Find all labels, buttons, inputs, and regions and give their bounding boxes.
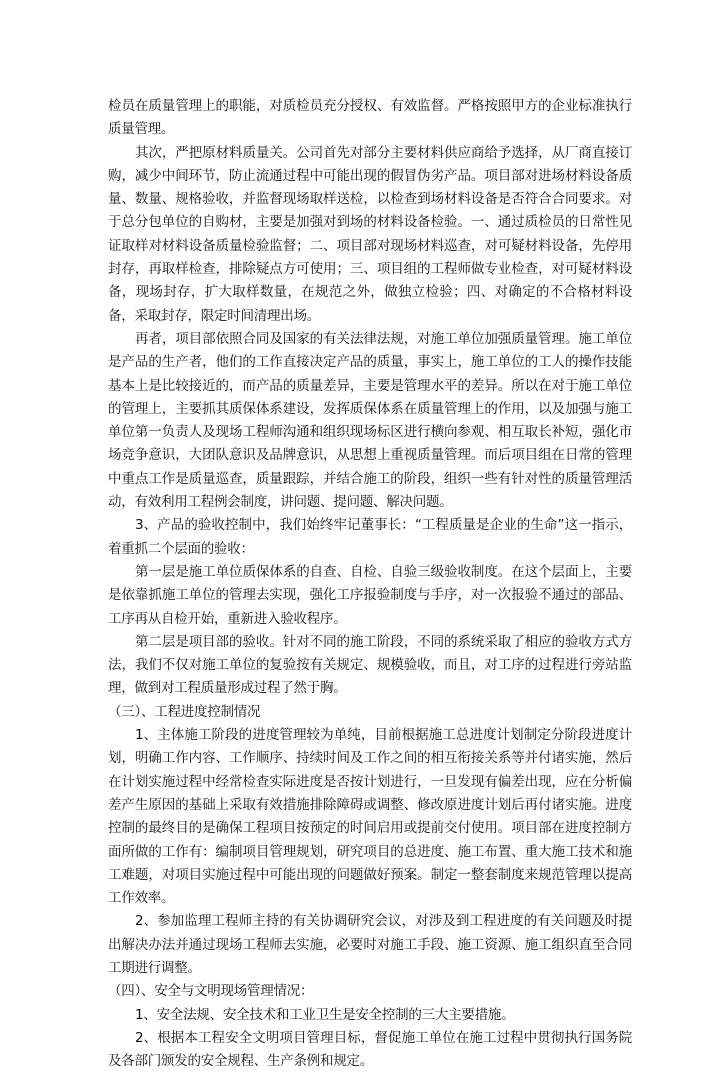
- paragraph-first-level-acceptance: 第一层是施工单位质保体系的自查、自检、自验三级验收制度。在这个层面上，主要是依靠抓施工单位的管理去实现，强化工序报验制度与手序，对一次报验不通过的部品、工序再从自检开始，重新进入验收程序。: [108, 563, 632, 627]
- paragraph-second-level-acceptance: 第二层是项目部的验收。针对不同的施工阶段，不同的系统采取了相应的验收方式方法，我们不仅对施工单位的复验按有关规定、规模验收，而且，对工序的过程进行旁站监理，做到对工程质量形成过程了然于胸。: [108, 633, 632, 697]
- paragraph-contractor-quality: 再者，项目部依照合同及国家的有关法律法规，对施工单位加强质量管理。施工单位是产品的生产者，他们的工作直接决定产品的质量，事实上，施工单位的工人的操作技能基本上是比较接近的，而产品的质量差异，主要是管理水平的差异。所以在对于施工单位的管理上，主要抓其质保体系建设，发挥质保体系在质量管理上的作用，以及加强与施工单位第一负责人及现场工程师沟通和组织现场标区进行横向参观、相互取长补短，强化市场竞争意识，大团队意识及品牌意识，从思想上重视质量管理。而后项目组在日常的管理中重点工作是质量巡查，质量跟踪，并结合施工的阶段，组织一些有针对性的质量管理活动，有效利用工程例会制度，讲问题、提问题、解决问题。: [108, 330, 632, 511]
- paragraph-coordination-meetings: 2、参加监理工程师主持的有关协调研究会议，对涉及到工程进度的有关问题及时提出解决办法并通过现场工程师去实施，必要时对施工手段、施工资源、施工组织直至合同工期进行调整。: [108, 913, 632, 976]
- paragraph-qc-role-continuation: 检员在质量管理上的职能，对质检员充分授权、有效监督。严格按照甲方的企业标准执行质量管理。: [108, 98, 632, 138]
- paragraph-safety-measures: 1、安全法规、安全技术和工业卫生是安全控制的三大主要措施。: [135, 1006, 515, 1023]
- document-page: [108, 95, 632, 1073]
- paragraph-safety-regulations: 2、根据本工程安全文明项目管理目标，督促施工单位在施工过程中贯彻执行国务院及各部门颁发的安全规程、生产条例和规定。: [108, 1029, 632, 1070]
- paragraph-acceptance-control: 3、产品的验收控制中，我们始终牢记董事长：“工程质量是企业的生命”这一指示，着重抓二个层面的验收：: [108, 517, 632, 557]
- paragraph-material-quality: 其次，严把原材料质量关。公司首先对部分主要材料供应商给予选择，从厂商直接订购，减少中间环节，防止流通过程中可能出现的假冒伪劣产品。项目部对进场材料设备质量、数量、规格验收，并监督现场取样送检，以检查到场材料设备是否符合合同要求。对于总分包单位的自购材，主要是加强对到场的材料设备检验。一、通过质检员的日常性见证取样对材料设备质量检验监督；二、项目部对现场材料巡查，对可疑材料设备，先停用封存，再取样检查，排除疑点方可使用；三、项目组的工程师做专业检查，对可疑材料设备，现场封存，扩大取样数量，在规范之外，做独立检验；四、对确定的不合格材料设备，采取封存，限定时间清理出场。: [108, 144, 632, 324]
- section-heading-safety-management: （四）、安全与文明现场管理情况：: [108, 983, 314, 1000]
- paragraph-schedule-management: 1、主体施工阶段的进度管理较为单纯，目前根据施工总进度计划制定分阶段进度计划，明确工作内容、工作顺序、持续时间及工作之间的相互衔接关系等并付诸实施，然后在计划实施过程中经常检查实际进度是否按计划进行，一旦发现有偏差出现，应在分析偏差产生原因的基础上采取有效措施排除障碍或调整、修改原进度计划后再付诸实施。进度控制的最终目的是确保工程项目按预定的时间启用或提前交付使用。项目部在进度控制方面所做的工作有：编制项目管理规划，研究项目的总进度、施工布置、重大施工技术和施工难题，对项目实施过程中可能出现的问题做好预案。制定一整套制度来规范管理以提高工作效率。: [108, 727, 632, 907]
- section-heading-schedule-control: （三）、工程进度控制情况: [108, 703, 261, 720]
